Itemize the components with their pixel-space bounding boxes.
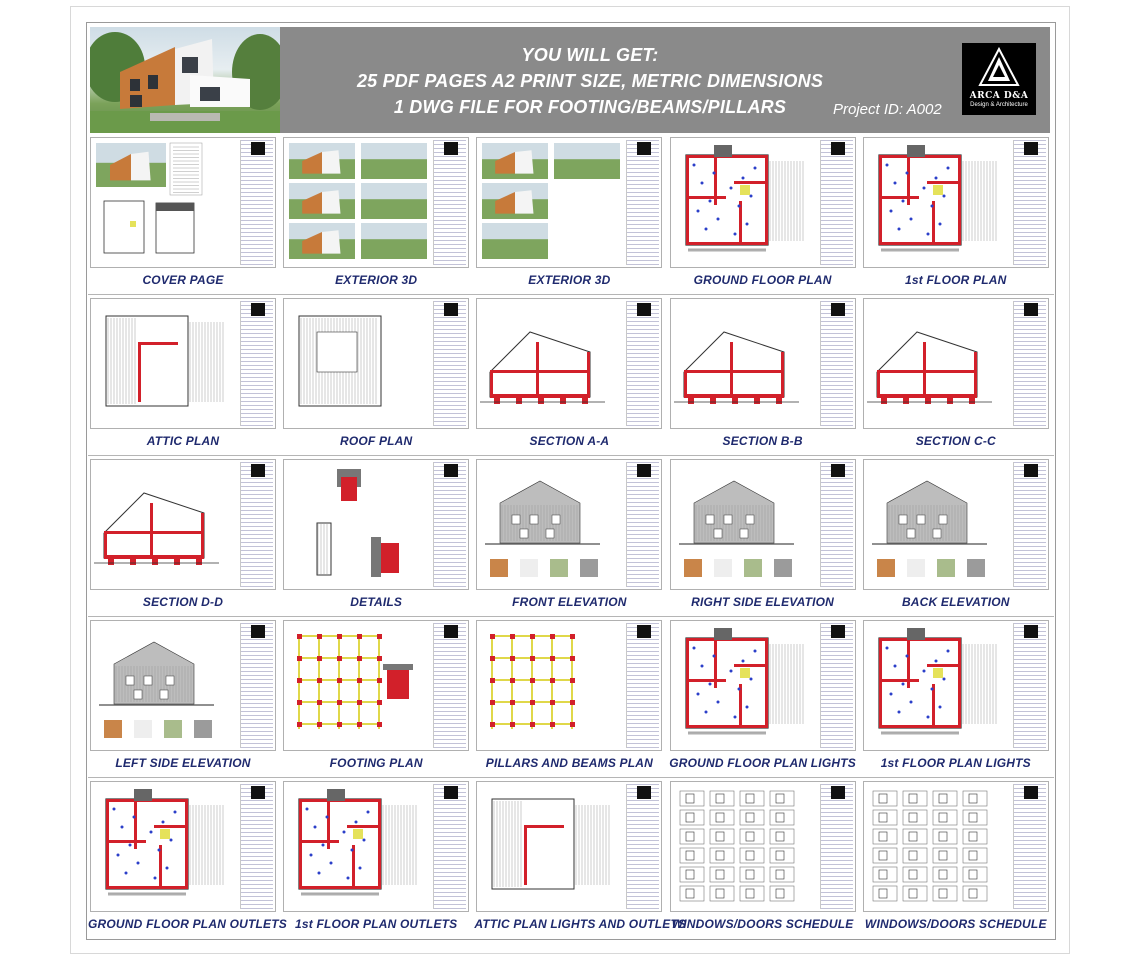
- sheet-label: COVER PAGE: [142, 273, 224, 287]
- title-block: [1013, 140, 1046, 265]
- sheet-thumbnail: [670, 137, 856, 268]
- banner-dwg-file: 1 DWG FILE FOR FOOTING/BEAMS/PILLARS: [393, 97, 787, 117]
- sheet-label: ATTIC PLAN: [146, 434, 220, 448]
- sheet-thumbnail: [90, 298, 276, 429]
- sheet-thumbnail: [283, 620, 469, 751]
- row-divider: [88, 777, 1054, 778]
- logo-title: ARCA D&A: [969, 91, 1029, 101]
- sheet-card: [281, 618, 474, 778]
- sheet-drawing: [287, 141, 433, 263]
- sheet-label: WINDOWS/DOORS SCHEDULE: [864, 917, 1047, 931]
- sheet-drawing: [867, 463, 1013, 585]
- title-block: [626, 623, 659, 748]
- mini-logo-icon: [251, 142, 265, 155]
- sheet-card: [281, 779, 474, 939]
- mini-logo-icon: [637, 142, 651, 155]
- header: [88, 25, 1054, 133]
- sheet-card: [88, 296, 281, 456]
- project-id: Project ID: A002: [833, 101, 942, 118]
- sheet-card: [88, 779, 287, 939]
- title-block: [433, 301, 466, 426]
- sheet-card: [474, 618, 667, 778]
- sheet-label: ROOF PLAN: [339, 434, 413, 448]
- mini-logo-icon: [1024, 786, 1038, 799]
- mini-logo-icon: [251, 786, 265, 799]
- sheet-label: GROUND FLOOR PLAN: [693, 273, 832, 287]
- banner-heading: YOU WILL GET:: [521, 45, 659, 65]
- title-block: [1013, 784, 1046, 909]
- sheet-card: [88, 618, 281, 778]
- sheet-drawing: [94, 785, 240, 907]
- sheet-card: [474, 135, 667, 295]
- sheet-thumbnail: [283, 137, 469, 268]
- sheet-drawing: [94, 141, 240, 263]
- sheet-label: ATTIC PLAN LIGHTS AND OUTLETS: [474, 917, 687, 931]
- sheet-drawing: [867, 785, 1013, 907]
- sheet-drawing: [674, 624, 820, 746]
- sheet-label: GROUND FLOOR PLAN OUTLETS: [88, 917, 287, 931]
- sheet-card: [668, 457, 861, 617]
- mini-logo-icon: [251, 625, 265, 638]
- sheet-drawing: [480, 785, 626, 907]
- sheet-card: [861, 618, 1054, 778]
- sheet-thumbnail: [90, 781, 276, 912]
- sheet-label: 1st FLOOR PLAN OUTLETS: [294, 917, 458, 931]
- title-block: [433, 462, 466, 587]
- sheet-card: [861, 296, 1054, 456]
- logo-subtitle: Design & Architecture: [970, 102, 1028, 108]
- sheet-drawing: [287, 624, 433, 746]
- sheet-card: [861, 457, 1054, 617]
- sheet-card: [474, 779, 687, 939]
- mini-logo-icon: [251, 303, 265, 316]
- sheet-card: [281, 457, 474, 617]
- sheet-thumbnail: [283, 781, 469, 912]
- sheet-drawing: [867, 624, 1013, 746]
- sheet-drawing: [287, 463, 433, 585]
- title-block: [820, 623, 853, 748]
- sheet-thumbnail: [670, 781, 856, 912]
- mini-logo-icon: [444, 303, 458, 316]
- row-divider: [88, 455, 1054, 456]
- company-logo: [962, 43, 1036, 115]
- sheet-label: SECTION B-B: [722, 434, 803, 448]
- sheet-card: [668, 296, 861, 456]
- title-block: [820, 140, 853, 265]
- title-block: [1013, 623, 1046, 748]
- sheet-drawing: [94, 624, 240, 746]
- sheet-label: DETAILS: [350, 595, 403, 609]
- sheet-thumbnail: [476, 620, 662, 751]
- title-block: [433, 140, 466, 265]
- sheet-drawing: [480, 624, 626, 746]
- sheet-label: GROUND FLOOR PLAN LIGHTS: [669, 756, 856, 770]
- sheet-thumbnail: [670, 620, 856, 751]
- title-block: [820, 784, 853, 909]
- mini-logo-icon: [831, 464, 845, 477]
- sheet-card: [88, 457, 281, 617]
- sheet-drawing: [94, 463, 240, 585]
- sheet-drawing: [867, 141, 1013, 263]
- sheet-label: SECTION D-D: [142, 595, 224, 609]
- sheet-thumbnail: [863, 781, 1049, 912]
- title-block: [1013, 301, 1046, 426]
- mini-logo-icon: [444, 625, 458, 638]
- sheet-thumbnail: [283, 459, 469, 590]
- sheet-thumbnail: [863, 459, 1049, 590]
- sheet-thumbnail: [863, 137, 1049, 268]
- mini-logo-icon: [637, 464, 651, 477]
- sheet-thumbnail: [90, 459, 276, 590]
- title-block: [820, 301, 853, 426]
- sheet-drawing: [94, 302, 240, 424]
- mini-logo-icon: [831, 142, 845, 155]
- title-block: [820, 462, 853, 587]
- sheet-thumbnail-grid: [88, 135, 1054, 938]
- sheet-drawing: [480, 463, 626, 585]
- title-block: [433, 784, 466, 909]
- mini-logo-icon: [1024, 464, 1038, 477]
- mini-logo-icon: [1024, 303, 1038, 316]
- title-block: [626, 462, 659, 587]
- sheet-thumbnail: [476, 459, 662, 590]
- sheet-card: [474, 296, 667, 456]
- title-block: [626, 140, 659, 265]
- sheet-card: [88, 135, 281, 295]
- sheet-card: [861, 135, 1054, 295]
- sheet-drawing: [287, 785, 433, 907]
- title-block: [433, 623, 466, 748]
- title-block: [240, 784, 273, 909]
- sheet-card: [668, 618, 861, 778]
- sheet-thumbnail: [863, 620, 1049, 751]
- title-block: [240, 301, 273, 426]
- sheet-card: [861, 779, 1054, 939]
- mini-logo-icon: [444, 464, 458, 477]
- sheet-label: SECTION C-C: [915, 434, 996, 448]
- sheet-card: [474, 457, 667, 617]
- mini-logo-icon: [637, 303, 651, 316]
- sheet-drawing: [480, 141, 626, 263]
- sheet-thumbnail: [90, 620, 276, 751]
- sheet-label: BACK ELEVATION: [901, 595, 1010, 609]
- sheet-card: [668, 779, 861, 939]
- mini-logo-icon: [831, 625, 845, 638]
- sheet-card: [281, 296, 474, 456]
- sheet-drawing: [480, 302, 626, 424]
- sheet-drawing: [674, 302, 820, 424]
- sheet-label: PILLARS AND BEAMS PLAN: [485, 756, 654, 770]
- sheet-drawing: [674, 141, 820, 263]
- house-render-image: [90, 27, 280, 133]
- title-block: [240, 140, 273, 265]
- sheet-label: SECTION A-A: [529, 434, 610, 448]
- title-block: [240, 623, 273, 748]
- mini-logo-icon: [251, 464, 265, 477]
- sheet-label: LEFT SIDE ELEVATION: [115, 756, 251, 770]
- sheet-card: [281, 135, 474, 295]
- banner-pdf-pages: 25 PDF PAGES A2 PRINT SIZE, METRIC DIMENSIONS: [356, 71, 824, 91]
- sheet-thumbnail: [90, 137, 276, 268]
- title-block: [626, 784, 659, 909]
- mini-logo-icon: [637, 625, 651, 638]
- sheet-thumbnail: [283, 298, 469, 429]
- sheet-drawing: [674, 463, 820, 585]
- mini-logo-icon: [444, 786, 458, 799]
- mini-logo-icon: [637, 786, 651, 799]
- mountain-logo-icon: [962, 43, 1036, 89]
- mini-logo-icon: [1024, 142, 1038, 155]
- title-block: [1013, 462, 1046, 587]
- sheet-drawing: [287, 302, 433, 424]
- sheet-card: [668, 135, 861, 295]
- row-divider: [88, 294, 1054, 295]
- sheet-thumbnail: [863, 298, 1049, 429]
- info-banner: [280, 27, 1050, 133]
- sheet-drawing: [674, 785, 820, 907]
- sheet-label: FRONT ELEVATION: [512, 595, 627, 609]
- sheet-label: 1st FLOOR PLAN LIGHTS: [880, 756, 1031, 770]
- sheet-drawing: [867, 302, 1013, 424]
- sheet-thumbnail: [476, 298, 662, 429]
- sheet-label: FOOTING PLAN: [329, 756, 423, 770]
- mini-logo-icon: [831, 303, 845, 316]
- row-divider: [88, 616, 1054, 617]
- sheet-label: 1st FLOOR PLAN: [905, 273, 1007, 287]
- title-block: [626, 301, 659, 426]
- title-block: [240, 462, 273, 587]
- sheet-thumbnail: [476, 781, 662, 912]
- mini-logo-icon: [1024, 625, 1038, 638]
- sheet-label: EXTERIOR 3D: [528, 273, 611, 287]
- mini-logo-icon: [444, 142, 458, 155]
- mini-logo-icon: [831, 786, 845, 799]
- sheet-label: WINDOWS/DOORS SCHEDULE: [671, 917, 854, 931]
- sheet-label: EXTERIOR 3D: [335, 273, 418, 287]
- sheet-thumbnail: [670, 298, 856, 429]
- sheet-label: RIGHT SIDE ELEVATION: [691, 595, 835, 609]
- sheet-thumbnail: [670, 459, 856, 590]
- sheet-thumbnail: [476, 137, 662, 268]
